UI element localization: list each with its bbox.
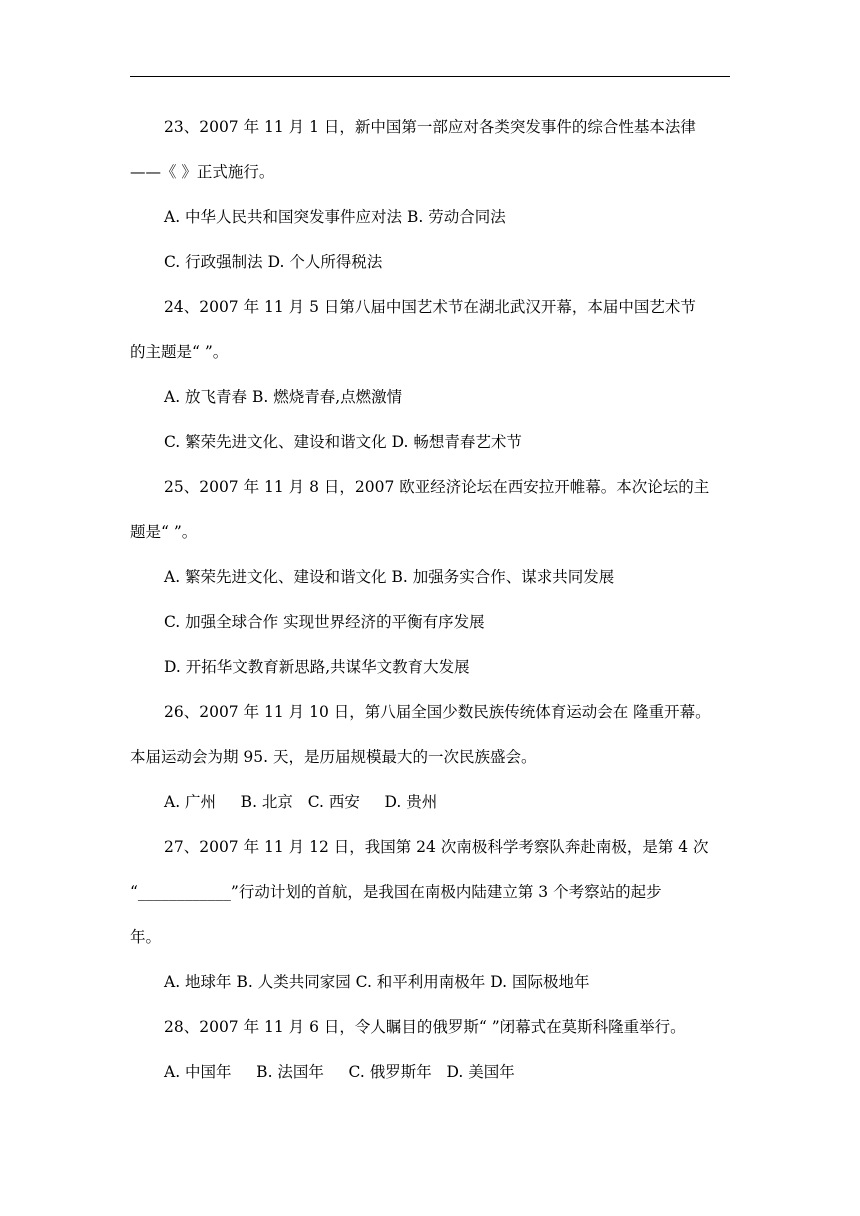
question-27-line-1: 27、2007 年 11 月 12 日，我国第 24 次南极科学考察队奔赴南极，是第 4 次: [164, 838, 709, 856]
question-24-line-1: 24、2007 年 11 月 5 日第八届中国艺术节在湖北武汉开幕，本届中国艺术节: [164, 298, 696, 316]
question-26-options: A. 广州 B. 北京 C. 西安 D. 贵州: [164, 793, 438, 811]
question-28-options: A. 中国年 B. 法国年 C. 俄罗斯年 D. 美国年: [164, 1063, 515, 1081]
question-25-options-1: A. 繁荣先进文化、建设和谐文化 B. 加强务实合作、谋求共同发展: [164, 568, 615, 586]
header-rule: [130, 76, 730, 77]
question-28-line-1: 28、2007 年 11 月 6 日，令人瞩目的俄罗斯“ ”闭幕式在莫斯科隆重举行。: [164, 1018, 686, 1036]
question-24-line-2: 的主题是“ ”。: [130, 343, 229, 361]
question-23-options-1: A. 中华人民共和国突发事件应对法 B. 劳动合同法: [164, 208, 506, 226]
question-26-line-1: 26、2007 年 11 月 10 日，第八届全国少数民族传统体育运动会在 隆重开幕。: [164, 703, 711, 721]
question-24-options-1: A. 放飞青春 B. 燃烧青春,点燃激情: [164, 388, 403, 406]
question-23-line-2: ——《 》正式施行。: [130, 163, 275, 181]
question-23-options-2: C. 行政强制法 D. 个人所得税法: [164, 253, 383, 271]
question-27-line-3: 年。: [130, 928, 162, 946]
question-25-options-3: D. 开拓华文教育新思路,共谋华文教育大发展: [164, 658, 470, 676]
question-24-options-2: C. 繁荣先进文化、建设和谐文化 D. 畅想青春艺术节: [164, 433, 522, 451]
question-23-line-1: 23、2007 年 11 月 1 日，新中国第一部应对各类突发事件的综合性基本法律: [164, 118, 696, 136]
question-27-options: A. 地球年 B. 人类共同家园 C. 和平利用南极年 D. 国际极地年: [164, 973, 590, 991]
question-27-line-2: “____________”行动计划的首航，是我国在南极内陆建立第 3 个考察站的起步: [130, 883, 662, 901]
question-25-options-2: C. 加强全球合作 实现世界经济的平衡有序发展: [164, 613, 485, 631]
question-26-line-2: 本届运动会为期 95. 天，是历届规模最大的一次民族盛会。: [130, 748, 537, 766]
question-25-line-2: 题是“ ”。: [130, 523, 198, 541]
question-25-line-1: 25、2007 年 11 月 8 日，2007 欧亚经济论坛在西安拉开帷幕。本次论坛的主: [164, 478, 710, 496]
